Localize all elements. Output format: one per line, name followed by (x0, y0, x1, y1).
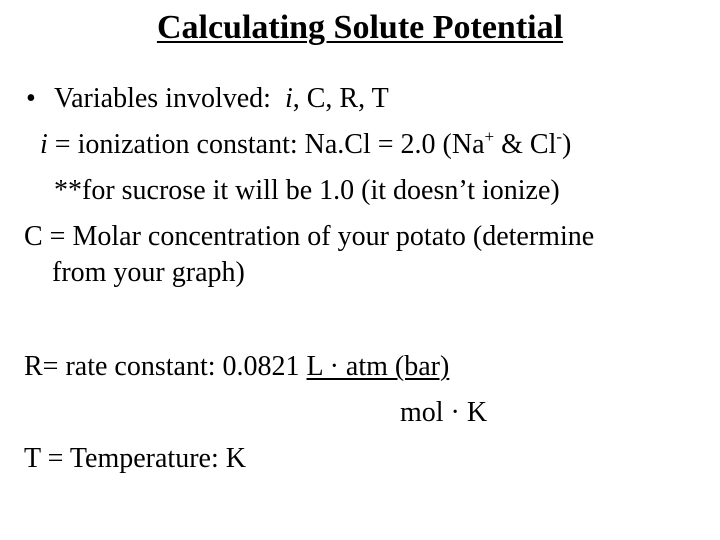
ionization-text-b: & Cl (494, 129, 557, 160)
ionization-text-a: = ionization constant: Na.Cl = 2.0 (Na (47, 129, 485, 160)
sucrose-note: **for sucrose it will be 1.0 (it doesn’t ionize) (54, 175, 560, 206)
ionization-var: i (40, 129, 48, 160)
concentration-line-2: from your graph) (52, 257, 245, 288)
variables-rest: , C, R, T (292, 83, 389, 114)
rate-line (24, 350, 449, 384)
bullet-icon: • (26, 83, 36, 114)
variables-prefix: Variables involved: (54, 83, 271, 114)
title-text: Calculating Solute Potential (156, 9, 564, 46)
sodium-charge: + (484, 127, 495, 146)
variable-i: i (284, 83, 293, 114)
chloride-charge: - (556, 127, 563, 146)
rate-units-denominator: mol · K (400, 397, 488, 428)
variables-line (26, 82, 389, 116)
temperature-line: T = Temperature: K (24, 443, 246, 474)
ionization-text-c: ) (562, 129, 572, 160)
page-title (0, 8, 720, 48)
rate-prefix: R= rate constant: 0.0821 (24, 351, 307, 382)
ionization-line (40, 128, 571, 162)
concentration-line-1: C = Molar concentration of your potato (determine (24, 221, 595, 252)
rate-units-numerator: L · atm (bar) (306, 351, 450, 382)
